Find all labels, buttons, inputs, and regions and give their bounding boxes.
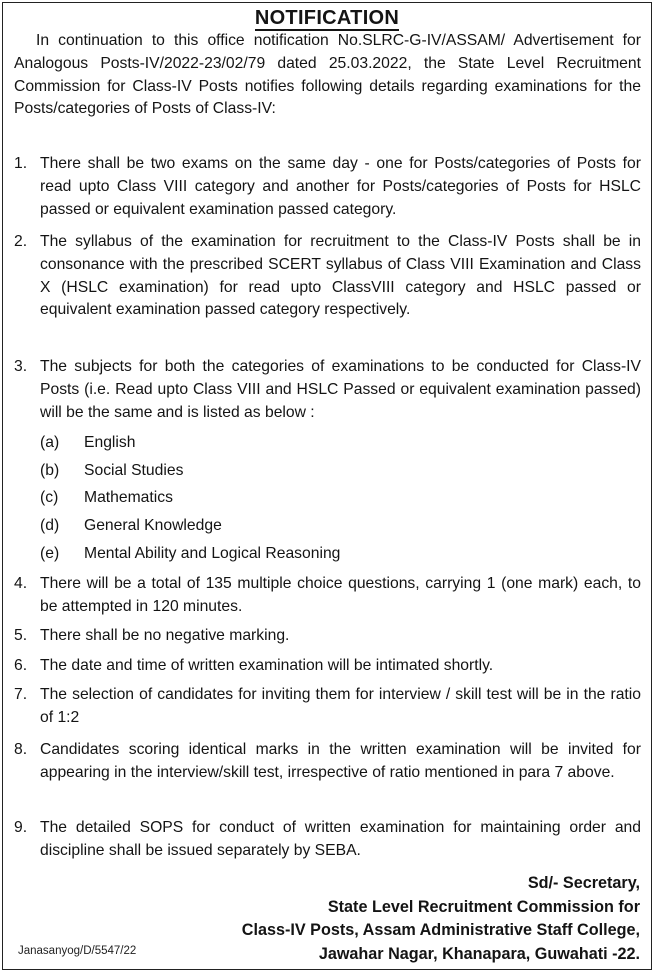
- item-number: 9.: [14, 819, 28, 836]
- subject-item-e: [40, 543, 340, 566]
- signature-line: Sd/- Secretary,: [527, 874, 640, 892]
- subject-item-a: [40, 432, 135, 455]
- subject-label: (c): [40, 489, 59, 506]
- subject-label: (a): [40, 434, 60, 451]
- item-number: 1.: [14, 155, 28, 172]
- item-number: 6.: [14, 657, 28, 674]
- list-item-7: [14, 684, 641, 730]
- list-item-6: [14, 655, 641, 678]
- reference-number: Janasanyog/D/5547/22: [18, 945, 137, 957]
- notification-title-text: NOTIFICATION: [254, 7, 400, 29]
- item-text: The detailed SOPS for conduct of written examination for maintaining order and discipline shall be issued separately by SEBA.: [40, 819, 641, 859]
- item-text: The syllabus of the examination for recruitment to the Class-IV Posts shall be in consonance with the prescribed SCERT syllabus of Class VIII Examination and Class X (HSLC examination) for read upto ClassVIII category and HSLC passed or equivalent examination passed category respectively.: [40, 233, 641, 319]
- subject-name: General Knowledge: [84, 517, 222, 534]
- item-text: The selection of candidates for inviting them for interview / skill test will be in the ratio of 1:2: [40, 686, 641, 726]
- item-number: 3.: [14, 358, 28, 375]
- list-item-4: [14, 573, 641, 619]
- subject-label: (b): [40, 462, 60, 479]
- signature-line: Jawahar Nagar, Khanapara, Guwahati -22.: [318, 944, 640, 963]
- item-text: The subjects for both the categories of examinations to be conducted for Class-IV Posts (i.e. Read upto Class VIII and HSLC Passed or equivalent examination passed) will be the same and is listed as below :: [40, 358, 641, 421]
- subject-name: Mental Ability and Logical Reasoning: [84, 545, 341, 562]
- subject-name: Social Studies: [84, 462, 184, 479]
- item-text: The date and time of written examination will be intimated shortly.: [40, 657, 494, 674]
- subject-item-b: [40, 460, 183, 483]
- list-item-5: [14, 625, 641, 648]
- item-number: 4.: [14, 575, 28, 592]
- item-number: 5.: [14, 627, 28, 644]
- item-text: There will be a total of 135 multiple choice questions, carrying 1 (one mark) each, to be attempted in 120 minutes.: [40, 575, 641, 615]
- list-item-2: [14, 231, 641, 322]
- subject-item-d: [40, 515, 222, 538]
- subject-label: (e): [40, 545, 60, 562]
- notification-document: [2, 2, 652, 970]
- signature-line: State Level Recruitment Commission for: [327, 897, 640, 916]
- item-text: Candidates scoring identical marks in the written examination will be invited for appearing in the interview/skill test, irrespective of ratio mentioned in para 7 above.: [40, 741, 641, 781]
- subject-name: Mathematics: [84, 489, 173, 506]
- item-number: 7.: [14, 686, 28, 703]
- list-item-3: [14, 356, 641, 424]
- subject-item-c: [40, 487, 173, 510]
- item-number: 2.: [14, 233, 28, 250]
- subject-label: (d): [40, 517, 60, 534]
- signature-line: Class-IV Posts, Assam Administrative Staff College,: [241, 921, 640, 940]
- list-item-9: [14, 817, 641, 863]
- signature-block: [242, 872, 640, 966]
- intro-paragraph: In continuation to this office notification No.SLRC-G-IV/ASSAM/ Advertisement for Analogous Posts-IV/2022-23/02/79 dated 25.03.2022, the State Level Recruitment Commission for Class-IV Posts notifies following details regarding examinations for the Posts/categories of Posts of Class-IV:: [14, 32, 641, 118]
- notification-title: [3, 3, 651, 33]
- list-item-1: [14, 153, 641, 221]
- subject-name: English: [84, 434, 136, 451]
- item-text: There shall be no negative marking.: [40, 627, 290, 644]
- list-item-8: [14, 739, 641, 785]
- item-text: There shall be two exams on the same day - one for Posts/categories of Posts for read upto Class VIII category and another for Posts/categories of Posts for HSLC passed or equivalent examination passed category.: [40, 155, 641, 218]
- item-number: 8.: [14, 741, 28, 758]
